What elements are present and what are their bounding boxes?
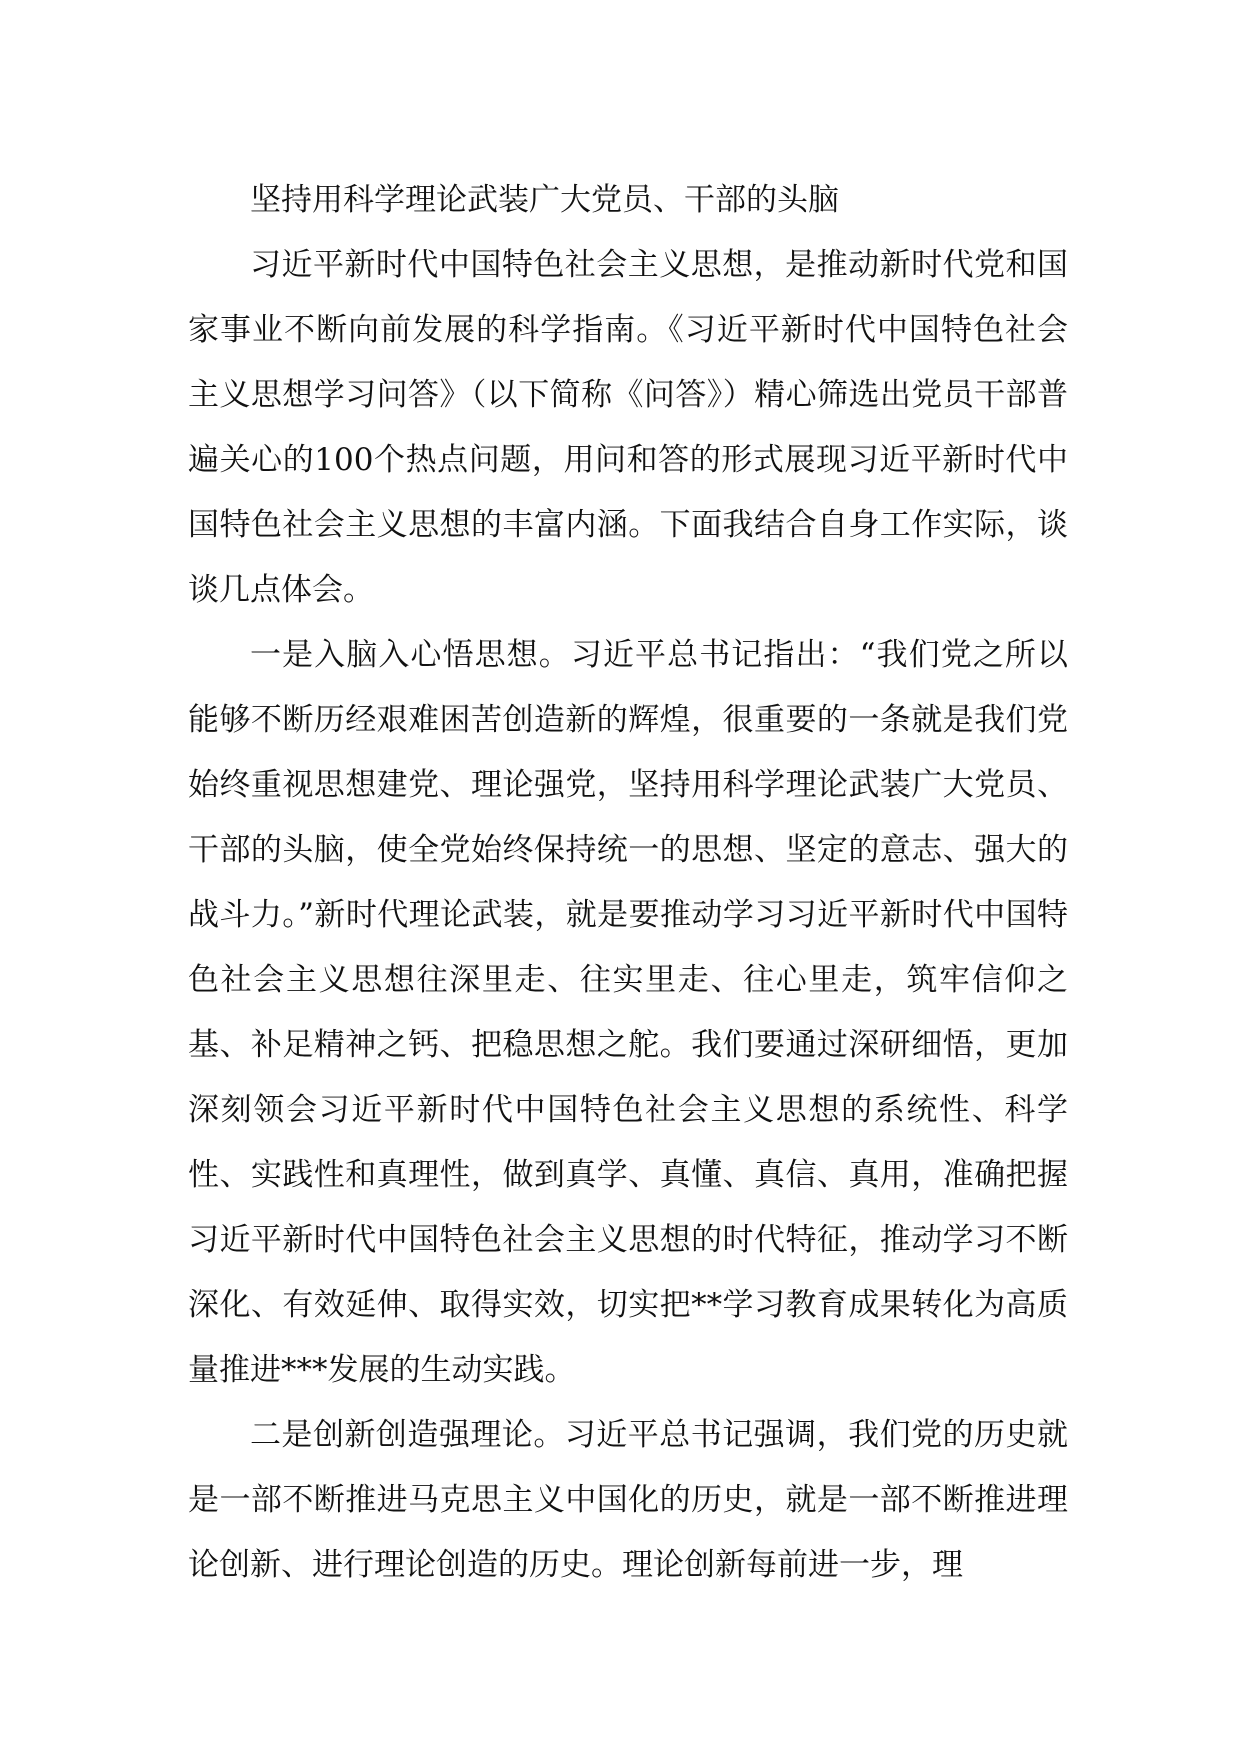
document-body (188, 168, 1068, 1598)
document-title: 坚持用科学理论武装广大党员、干部的头脑 (250, 182, 839, 218)
paragraph-point-one: 一是入脑入心悟思想。习近平总书记指出：“我们党之所以能够不断历经艰难困苦创造新的辉煌，很重要的一条就是我们党始终重视思想建党、理论强党，坚持用科学理论武装广大党员、干部的头脑，使全党始终保持统一的思想、坚定的意志、强大的战斗力。”新时代理论武装，就是要推动学习习近平新时代中国特色社会主义思想往深里走、往实里走、往心里走，筑牢信仰之基、补足精神之钙、把稳思想之舵。我们要通过深研细悟，更加深刻领会习近平新时代中国特色社会主义思想的系统性、科学性、实践性和真理性，做到真学、真懂、真信、真用，准确把握习近平新时代中国特色社会主义思想的时代特征，推动学习不断深化、有效延伸、取得实效，切实把**学习教育成果转化为高质量推进***发展的生动实践。 (188, 637, 1068, 1388)
paragraph-intro: 习近平新时代中国特色社会主义思想，是推动新时代党和国家事业不断向前发展的科学指南。《习近平新时代中国特色社会主义思想学习问答》（以下简称《问答》）精心筛选出党员干部普遍关心的100个热点问题，用问和答的形式展现习近平新时代中国特色社会主义思想的丰富内涵。下面我结合自身工作实际，谈谈几点体会。 (188, 247, 1068, 608)
paragraph-point-two: 二是创新创造强理论。习近平总书记强调，我们党的历史就是一部不断推进马克思主义中国化的历史，就是一部不断推进理论创新、进行理论创造的历史。理论创新每前进一步，理 (188, 1417, 1068, 1583)
